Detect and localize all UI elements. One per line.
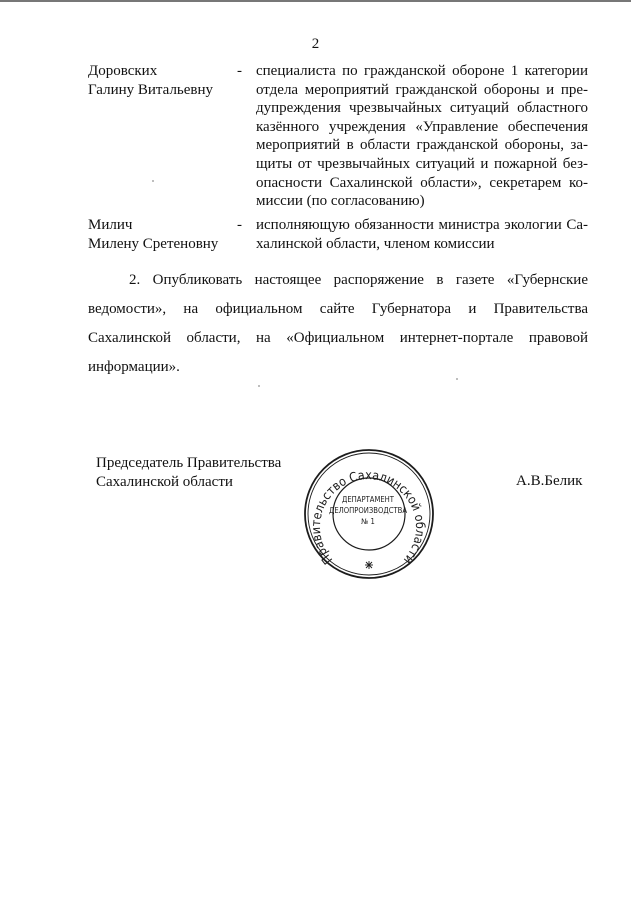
signatory-name: А.В.Белик	[516, 473, 583, 489]
member-surname: Доровских	[88, 63, 158, 79]
description-line: опасности Сахалинской области», секретарем ко-	[256, 174, 588, 191]
official-seal	[298, 448, 442, 580]
member-name	[88, 62, 238, 99]
seal-inner-line: ДЕЛОПРОИЗВОДСТВА	[329, 506, 407, 515]
description-line: специалиста по гражданской обороне 1 категории	[256, 63, 588, 79]
member-surname: Милич	[88, 217, 133, 233]
scan-speck	[258, 385, 260, 387]
description-line: исполняющую обязанности министра экологии Са-	[256, 217, 588, 233]
top-scan-edge	[0, 0, 631, 2]
member-description	[256, 62, 588, 211]
signatory-position-line: Сахалинской области	[96, 473, 233, 490]
member-given-name: Милену Сретеновну	[88, 235, 219, 252]
member-given-name: Галину Витальевну	[88, 81, 214, 98]
member-name	[88, 216, 238, 253]
paragraph-line: информации».	[88, 359, 180, 375]
scan-speck	[456, 378, 458, 380]
seal-stamp-icon	[298, 448, 442, 580]
seal-outer-text: Правительство Сахалинской области	[307, 467, 429, 568]
scan-speck	[152, 180, 154, 182]
description-line: щиты от чрезвычайных ситуаций и пожарной без-	[256, 155, 588, 172]
signatory-position	[96, 454, 281, 491]
signatory-position-line: Председатель Правительства	[96, 455, 282, 471]
description-line: мероприятий в области гражданской обороны, за-	[256, 137, 588, 154]
seal-inner-line: ДЕПАРТАМЕНТ	[342, 495, 394, 504]
paragraph-line: 2. Опубликовать настоящее распоряжение в газете «Губернские	[129, 272, 588, 288]
description-line: дупреждения чрезвычайных ситуаций областного	[256, 100, 588, 117]
page-number: 2	[311, 36, 320, 52]
paragraph-line: Сахалинской области, на «Официальном интернет-портале правовой	[88, 330, 588, 346]
seal-star-icon	[365, 561, 373, 569]
member-dash: -	[237, 63, 242, 79]
description-line: казённого учреждения «Управление обеспечения	[256, 118, 588, 135]
publication-paragraph	[88, 266, 588, 382]
description-line: миссии (по согласованию)	[256, 193, 425, 210]
paragraph-line: ведомости», на официальном сайте Губернатора и Правительства	[88, 301, 588, 317]
description-line: отдела мероприятий гражданской обороны и пре-	[256, 81, 588, 98]
member-dash: -	[237, 217, 242, 233]
description-line: халинской области, членом комиссии	[256, 235, 495, 252]
member-description	[256, 216, 588, 253]
seal-inner-line: № 1	[361, 517, 375, 526]
